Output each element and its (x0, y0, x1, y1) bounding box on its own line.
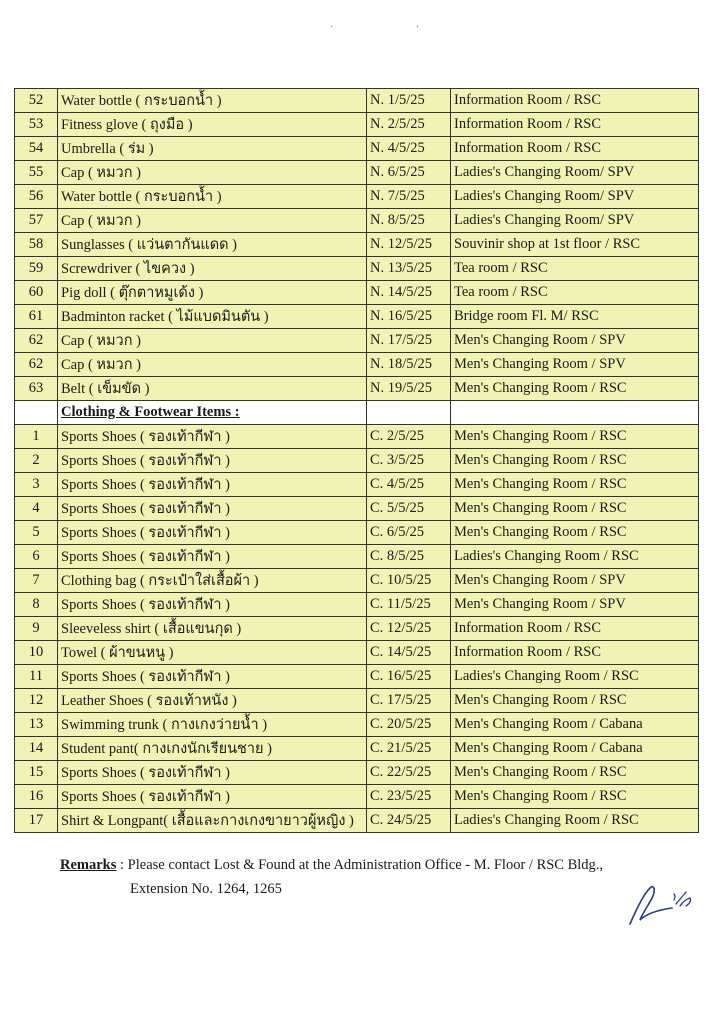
item-name: Sports Shoes ( รองเท้ากีฬา ) (58, 425, 367, 449)
item-number: 12 (15, 689, 58, 713)
item-number: 6 (15, 545, 58, 569)
item-name: Fitness glove ( ถุงมือ ) (58, 113, 367, 137)
item-code: C. 8/5/25 (367, 545, 451, 569)
item-number: 16 (15, 785, 58, 809)
item-name: Sports Shoes ( รองเท้ากีฬา ) (58, 665, 367, 689)
item-location: Ladies's Changing Room/ SPV (451, 209, 699, 233)
table-row (15, 161, 699, 185)
table-body-bottom (15, 425, 699, 833)
item-name: Water bottle ( กระบอกน้ำ ) (58, 89, 367, 113)
item-code: C. 20/5/25 (367, 713, 451, 737)
item-name: Sleeveless shirt ( เสื้อแขนกุด ) (58, 617, 367, 641)
item-code: C. 10/5/25 (367, 569, 451, 593)
item-name: Towel ( ผ้าขนหนู ) (58, 641, 367, 665)
item-number: 17 (15, 809, 58, 833)
item-code: N. 6/5/25 (367, 161, 451, 185)
item-code: C. 5/5/25 (367, 497, 451, 521)
item-code: N. 2/5/25 (367, 113, 451, 137)
item-code: C. 6/5/25 (367, 521, 451, 545)
item-location: Information Room / RSC (451, 617, 699, 641)
item-location: Men's Changing Room / RSC (451, 785, 699, 809)
item-number: 15 (15, 761, 58, 785)
item-location: Tea room / RSC (451, 281, 699, 305)
item-name: Sports Shoes ( รองเท้ากีฬา ) (58, 545, 367, 569)
item-name: Sunglasses ( แว่นตากันแดด ) (58, 233, 367, 257)
section-row (15, 401, 699, 425)
table-row (15, 113, 699, 137)
table-row (15, 809, 699, 833)
item-name: Sports Shoes ( รองเท้ากีฬา ) (58, 473, 367, 497)
item-code: C. 3/5/25 (367, 449, 451, 473)
item-code: N. 12/5/25 (367, 233, 451, 257)
table-row (15, 89, 699, 113)
item-code: N. 4/5/25 (367, 137, 451, 161)
item-location: Men's Changing Room / RSC (451, 473, 699, 497)
section-location-cell (451, 401, 699, 425)
item-name: Sports Shoes ( รองเท้ากีฬา ) (58, 761, 367, 785)
item-code: C. 16/5/25 (367, 665, 451, 689)
table-row (15, 641, 699, 665)
item-name: Cap ( หมวก ) (58, 209, 367, 233)
item-name: Sports Shoes ( รองเท้ากีฬา ) (58, 785, 367, 809)
section-no-cell (15, 401, 58, 425)
item-code: C. 14/5/25 (367, 641, 451, 665)
item-name: Cap ( หมวก ) (58, 161, 367, 185)
item-name: Sports Shoes ( รองเท้ากีฬา ) (58, 593, 367, 617)
item-location: Men's Changing Room / SPV (451, 353, 699, 377)
table-row (15, 545, 699, 569)
item-number: 52 (15, 89, 58, 113)
item-number: 61 (15, 305, 58, 329)
item-number: 11 (15, 665, 58, 689)
section-code-cell (367, 401, 451, 425)
table-row (15, 425, 699, 449)
table-row (15, 449, 699, 473)
item-code: N. 17/5/25 (367, 329, 451, 353)
item-name: Water bottle ( กระบอกน้ำ ) (58, 185, 367, 209)
item-code: N. 13/5/25 (367, 257, 451, 281)
item-location: Ladies's Changing Room / RSC (451, 809, 699, 833)
item-number: 8 (15, 593, 58, 617)
item-location: Information Room / RSC (451, 113, 699, 137)
item-number: 62 (15, 329, 58, 353)
item-location: Men's Changing Room / RSC (451, 449, 699, 473)
section-title: Clothing & Footwear Items : (58, 401, 367, 425)
table-row (15, 713, 699, 737)
item-location: Men's Changing Room / Cabana (451, 737, 699, 761)
item-number: 54 (15, 137, 58, 161)
item-name: Clothing bag ( กระเป๋าใส่เสื้อผ้า ) (58, 569, 367, 593)
item-code: C. 2/5/25 (367, 425, 451, 449)
item-code: N. 18/5/25 (367, 353, 451, 377)
item-name: Screwdriver ( ไขควง ) (58, 257, 367, 281)
item-location: Men's Changing Room / SPV (451, 329, 699, 353)
item-number: 2 (15, 449, 58, 473)
table-row (15, 497, 699, 521)
item-location: Information Room / RSC (451, 137, 699, 161)
item-name: Pig doll ( ตุ๊กตาหมูเด้ง ) (58, 281, 367, 305)
item-number: 5 (15, 521, 58, 545)
item-number: 62 (15, 353, 58, 377)
remarks-line-1 (60, 857, 603, 874)
table-row (15, 137, 699, 161)
item-number: 56 (15, 185, 58, 209)
item-name: Leather Shoes ( รองเท้าหนัง ) (58, 689, 367, 713)
item-number: 60 (15, 281, 58, 305)
table-row (15, 233, 699, 257)
item-number: 10 (15, 641, 58, 665)
item-number: 1 (15, 425, 58, 449)
table-row (15, 617, 699, 641)
item-name: Sports Shoes ( รองเท้ากีฬา ) (58, 449, 367, 473)
table-row (15, 281, 699, 305)
item-code: N. 19/5/25 (367, 377, 451, 401)
item-code: N. 7/5/25 (367, 185, 451, 209)
scan-marks: · · (330, 22, 460, 33)
item-location: Men's Changing Room / RSC (451, 377, 699, 401)
item-location: Men's Changing Room / RSC (451, 497, 699, 521)
item-name: Belt ( เข็มขัด ) (58, 377, 367, 401)
item-number: 55 (15, 161, 58, 185)
item-code: C. 12/5/25 (367, 617, 451, 641)
item-number: 57 (15, 209, 58, 233)
table-body-top (15, 89, 699, 401)
item-code: N. 8/5/25 (367, 209, 451, 233)
item-name: Cap ( หมวก ) (58, 329, 367, 353)
table-row (15, 185, 699, 209)
item-code: C. 21/5/25 (367, 737, 451, 761)
item-number: 13 (15, 713, 58, 737)
item-name: Student pant( กางเกงนักเรียนชาย ) (58, 737, 367, 761)
table-row (15, 209, 699, 233)
table-row (15, 473, 699, 497)
item-location: Information Room / RSC (451, 89, 699, 113)
lost-found-table (14, 88, 699, 833)
item-location: Ladies's Changing Room/ SPV (451, 185, 699, 209)
table-row (15, 569, 699, 593)
item-location: Men's Changing Room / RSC (451, 425, 699, 449)
item-location: Souvinir shop at 1st floor / RSC (451, 233, 699, 257)
item-number: 14 (15, 737, 58, 761)
item-name: Umbrella ( ร่ม ) (58, 137, 367, 161)
item-code: C. 11/5/25 (367, 593, 451, 617)
remarks-line-2: Extension No. 1264, 1265 (130, 881, 282, 897)
item-location: Men's Changing Room / RSC (451, 761, 699, 785)
item-code: C. 23/5/25 (367, 785, 451, 809)
table-row (15, 737, 699, 761)
item-number: 58 (15, 233, 58, 257)
item-name: Sports Shoes ( รองเท้ากีฬา ) (58, 497, 367, 521)
table-row (15, 761, 699, 785)
table-row (15, 305, 699, 329)
item-number: 3 (15, 473, 58, 497)
item-number: 9 (15, 617, 58, 641)
item-code: C. 4/5/25 (367, 473, 451, 497)
table-row (15, 353, 699, 377)
table-row (15, 257, 699, 281)
item-code: N. 14/5/25 (367, 281, 451, 305)
item-name: Shirt & Longpant( เสื้อและกางเกงขายาวผู้หญิง ) (58, 809, 367, 833)
item-number: 63 (15, 377, 58, 401)
item-code: N. 1/5/25 (367, 89, 451, 113)
table-row (15, 329, 699, 353)
item-location: Men's Changing Room / Cabana (451, 713, 699, 737)
handwritten-signature (622, 880, 702, 930)
item-location: Ladies's Changing Room / RSC (451, 665, 699, 689)
item-location: Ladies's Changing Room / RSC (451, 545, 699, 569)
item-number: 59 (15, 257, 58, 281)
remarks-text: : Please contact Lost & Found at the Administration Office - M. Floor / RSC Bldg., (116, 857, 604, 873)
table-row (15, 665, 699, 689)
item-code: N. 16/5/25 (367, 305, 451, 329)
item-code: C. 24/5/25 (367, 809, 451, 833)
item-number: 4 (15, 497, 58, 521)
table-row (15, 377, 699, 401)
item-name: Swimming trunk ( กางเกงว่ายน้ำ ) (58, 713, 367, 737)
item-location: Men's Changing Room / SPV (451, 593, 699, 617)
item-code: C. 22/5/25 (367, 761, 451, 785)
item-number: 53 (15, 113, 58, 137)
table-row (15, 521, 699, 545)
item-name: Badminton racket ( ไม้แบดมินตัน ) (58, 305, 367, 329)
table-section (15, 401, 699, 425)
item-location: Men's Changing Room / RSC (451, 689, 699, 713)
item-location: Men's Changing Room / RSC (451, 521, 699, 545)
item-name: Sports Shoes ( รองเท้ากีฬา ) (58, 521, 367, 545)
item-name: Cap ( หมวก ) (58, 353, 367, 377)
item-location: Ladies's Changing Room/ SPV (451, 161, 699, 185)
item-code: C. 17/5/25 (367, 689, 451, 713)
table-row (15, 689, 699, 713)
item-location: Information Room / RSC (451, 641, 699, 665)
remarks-label: Remarks (60, 857, 117, 873)
item-location: Men's Changing Room / SPV (451, 569, 699, 593)
item-number: 7 (15, 569, 58, 593)
table-row (15, 785, 699, 809)
table-row (15, 593, 699, 617)
item-location: Bridge room Fl. M/ RSC (451, 305, 699, 329)
item-location: Tea room / RSC (451, 257, 699, 281)
